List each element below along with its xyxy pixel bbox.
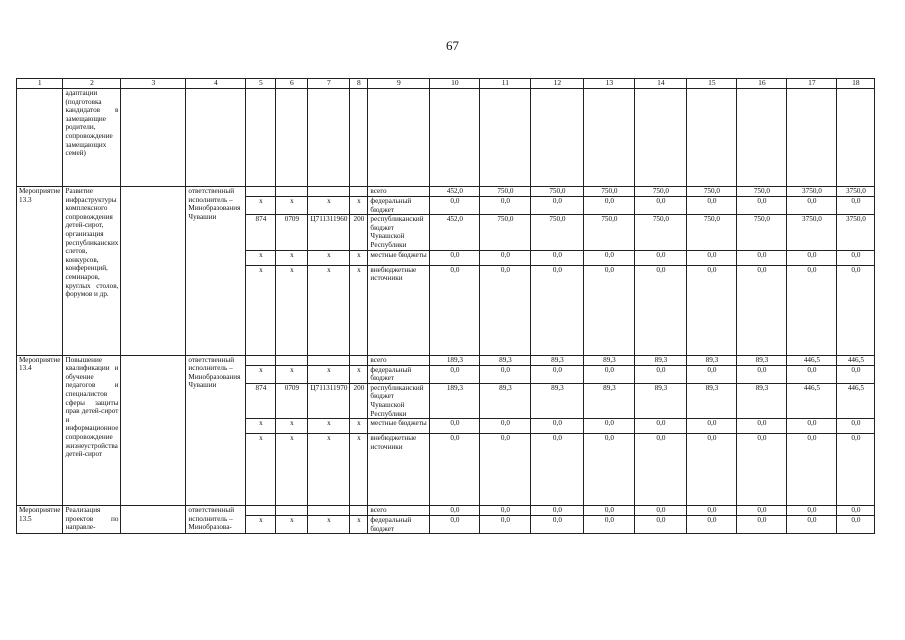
value-cell: 0,0 [787, 434, 837, 506]
value-cell: 0,0 [480, 265, 531, 355]
executor-cell: ответственный исполнитель – Минобразования Чувашии [186, 187, 246, 356]
value-cell: 89,3 [531, 355, 584, 365]
funding-source-cell: федеральный бюджет [368, 516, 430, 534]
value-cell: 0,0 [787, 197, 837, 215]
measure-code-cell: Мероприятие 13.5 [17, 506, 63, 534]
empty-cell [531, 89, 584, 187]
value-cell: 0,0 [787, 265, 837, 355]
measure-code-cell: Мероприятие 13.3 [17, 187, 63, 356]
value-cell: 0,0 [837, 197, 875, 215]
value-cell: 0,0 [635, 365, 687, 383]
header-col-7: 7 [308, 79, 350, 89]
value-cell: 0,0 [531, 250, 584, 265]
empty-cell [368, 89, 430, 187]
value-cell: 0,0 [531, 365, 584, 383]
grbs-cell: x [246, 365, 276, 383]
value-cell: 446,5 [837, 355, 875, 365]
section-cell: x [276, 419, 308, 434]
header-col-15: 15 [687, 79, 737, 89]
value-cell: 0,0 [687, 265, 737, 355]
empty-cell [121, 89, 186, 187]
value-cell: 0,0 [687, 197, 737, 215]
value-cell: 750,0 [531, 215, 584, 250]
value-cell: 0,0 [531, 506, 584, 516]
value-cell: 750,0 [635, 187, 687, 197]
empty-cell [737, 89, 787, 187]
expense-type-cell: x [350, 197, 368, 215]
target-article-cell: x [308, 250, 350, 265]
target-article-cell: x [308, 516, 350, 534]
target-article-cell: x [308, 365, 350, 383]
grbs-cell: 874 [246, 215, 276, 250]
target-article-cell: x [308, 434, 350, 506]
header-col-5: 5 [246, 79, 276, 89]
empty-cell [480, 89, 531, 187]
section-cell [276, 506, 308, 516]
value-cell: 0,0 [687, 506, 737, 516]
value-cell: 750,0 [687, 187, 737, 197]
header-col-13: 13 [584, 79, 635, 89]
value-cell: 89,3 [480, 383, 531, 418]
grbs-cell [246, 355, 276, 365]
executor-cell: ответственный исполнитель – Минобразования Чувашии [186, 355, 246, 506]
value-cell: 0,0 [584, 419, 635, 434]
value-cell: 0,0 [430, 197, 480, 215]
funding-source-cell: местные бюджеты [368, 419, 430, 434]
header-col-2: 2 [63, 79, 121, 89]
value-cell: 0,0 [635, 434, 687, 506]
funding-source-cell: всего [368, 506, 430, 516]
value-cell: 0,0 [787, 419, 837, 434]
grbs-cell: x [246, 265, 276, 355]
expense-type-cell: x [350, 365, 368, 383]
empty-cell [350, 89, 368, 187]
empty-cell [687, 89, 737, 187]
empty-cell [787, 89, 837, 187]
value-cell: 0,0 [480, 434, 531, 506]
grbs-cell: x [246, 250, 276, 265]
value-cell: 89,3 [635, 355, 687, 365]
empty-cell [276, 89, 308, 187]
header-col-3: 3 [121, 79, 186, 89]
header-col-8: 8 [350, 79, 368, 89]
executor-cell: ответственный исполнитель – Минобразова- [186, 506, 246, 534]
value-cell: 750,0 [737, 187, 787, 197]
value-cell: 0,0 [635, 197, 687, 215]
value-cell: 3750,0 [837, 187, 875, 197]
value-cell: 0,0 [837, 250, 875, 265]
header-col-16: 16 [737, 79, 787, 89]
value-cell: 0,0 [837, 419, 875, 434]
value-cell: 89,3 [737, 383, 787, 418]
header-col-10: 10 [430, 79, 480, 89]
value-cell: 0,0 [584, 516, 635, 534]
empty-cell [430, 89, 480, 187]
section-cell: 0709 [276, 383, 308, 418]
expense-type-cell [350, 355, 368, 365]
header-col-9: 9 [368, 79, 430, 89]
value-cell: 89,3 [635, 383, 687, 418]
section-cell [276, 355, 308, 365]
value-cell: 189,3 [430, 355, 480, 365]
value-cell: 0,0 [531, 419, 584, 434]
value-cell: 89,3 [687, 383, 737, 418]
value-cell: 0,0 [584, 365, 635, 383]
value-cell: 0,0 [430, 419, 480, 434]
value-cell: 0,0 [837, 434, 875, 506]
header-col-14: 14 [635, 79, 687, 89]
value-cell: 446,5 [787, 383, 837, 418]
value-cell: 0,0 [480, 419, 531, 434]
value-cell: 0,0 [837, 365, 875, 383]
value-cell: 0,0 [737, 265, 787, 355]
value-cell: 0,0 [687, 516, 737, 534]
value-cell: 0,0 [787, 506, 837, 516]
value-cell: 750,0 [480, 215, 531, 250]
expense-type-cell: x [350, 516, 368, 534]
value-cell: 0,0 [687, 250, 737, 265]
section-cell: x [276, 250, 308, 265]
header-col-17: 17 [787, 79, 837, 89]
empty-cell [635, 89, 687, 187]
grbs-cell: x [246, 516, 276, 534]
expense-type-cell: 200 [350, 215, 368, 250]
target-article-cell: x [308, 197, 350, 215]
value-cell: 0,0 [737, 197, 787, 215]
budget-table [16, 78, 875, 534]
measure-name-cell: Развитие инфраструктуры комплексного сопровождения детей-сирот, организация республиканских слетов, конкурсов, конференций, семинаров, круглых столов, форумов и др. [63, 187, 121, 356]
target-article-cell [308, 355, 350, 365]
value-cell: 89,3 [687, 355, 737, 365]
value-cell: 452,0 [430, 215, 480, 250]
participant-cell [121, 355, 186, 506]
empty-cell [308, 89, 350, 187]
funding-source-cell: республиканский бюджет Чувашской Республики [368, 383, 430, 418]
measure-name-cell: Реализация проектов по направле- [63, 506, 121, 534]
value-cell: 0,0 [531, 434, 584, 506]
value-cell: 0,0 [584, 434, 635, 506]
value-cell: 0,0 [531, 516, 584, 534]
empty-cell [837, 89, 875, 187]
value-cell: 750,0 [737, 215, 787, 250]
grbs-cell: 874 [246, 383, 276, 418]
participant-cell [121, 506, 186, 534]
value-cell: 0,0 [584, 197, 635, 215]
value-cell: 0,0 [687, 434, 737, 506]
funding-source-cell: внебюджетные источники [368, 434, 430, 506]
funding-source-cell: местные бюджеты [368, 250, 430, 265]
value-cell: 0,0 [837, 506, 875, 516]
continuation-row [17, 89, 875, 187]
grbs-cell [246, 506, 276, 516]
value-cell: 89,3 [584, 355, 635, 365]
funding-source-cell: федеральный бюджет [368, 197, 430, 215]
table-row [17, 355, 875, 365]
funding-source-cell: федеральный бюджет [368, 365, 430, 383]
value-cell: 89,3 [584, 383, 635, 418]
value-cell: 89,3 [737, 355, 787, 365]
table-row [17, 506, 875, 516]
value-cell: 750,0 [584, 215, 635, 250]
expense-type-cell: x [350, 265, 368, 355]
value-cell: 0,0 [737, 506, 787, 516]
value-cell: 0,0 [635, 506, 687, 516]
section-cell: x [276, 516, 308, 534]
value-cell: 0,0 [687, 419, 737, 434]
section-cell: 0709 [276, 215, 308, 250]
value-cell: 0,0 [635, 419, 687, 434]
grbs-cell [246, 187, 276, 197]
value-cell: 0,0 [531, 265, 584, 355]
value-cell: 189,3 [430, 383, 480, 418]
header-col-11: 11 [480, 79, 531, 89]
funding-source-cell: всего [368, 187, 430, 197]
section-cell: x [276, 434, 308, 506]
value-cell: 750,0 [687, 215, 737, 250]
value-cell: 0,0 [837, 265, 875, 355]
value-cell: 0,0 [787, 365, 837, 383]
value-cell: 0,0 [584, 506, 635, 516]
value-cell: 0,0 [787, 250, 837, 265]
empty-cell [246, 89, 276, 187]
value-cell: 750,0 [584, 187, 635, 197]
value-cell: 0,0 [430, 365, 480, 383]
grbs-cell: x [246, 197, 276, 215]
header-col-18: 18 [837, 79, 875, 89]
value-cell: 3750,0 [787, 215, 837, 250]
target-article-cell [308, 187, 350, 197]
value-cell: 0,0 [584, 250, 635, 265]
value-cell: 750,0 [635, 215, 687, 250]
value-cell: 0,0 [430, 516, 480, 534]
value-cell: 0,0 [480, 506, 531, 516]
table-row [17, 187, 875, 197]
value-cell: 0,0 [635, 516, 687, 534]
header-col-12: 12 [531, 79, 584, 89]
empty-cell [584, 89, 635, 187]
value-cell: 0,0 [480, 365, 531, 383]
code-cell [17, 89, 63, 187]
value-cell: 0,0 [737, 250, 787, 265]
target-article-cell: Ц711311970 [308, 383, 350, 418]
target-article-cell: x [308, 419, 350, 434]
header-col-6: 6 [276, 79, 308, 89]
value-cell: 0,0 [430, 506, 480, 516]
value-cell: 446,5 [787, 355, 837, 365]
header-col-1: 1 [17, 79, 63, 89]
value-cell: 0,0 [480, 250, 531, 265]
value-cell: 750,0 [480, 187, 531, 197]
value-cell: 0,0 [430, 250, 480, 265]
target-article-cell [308, 506, 350, 516]
value-cell: 0,0 [430, 265, 480, 355]
value-cell: 0,0 [737, 365, 787, 383]
value-cell: 3750,0 [837, 215, 875, 250]
expense-type-cell: x [350, 250, 368, 265]
value-cell: 0,0 [584, 265, 635, 355]
measure-name-cell: адаптации (подготовка кандидатов в замещающие родители, сопровождение замещающих семей) [63, 89, 121, 187]
participant-cell [121, 187, 186, 356]
value-cell: 0,0 [531, 197, 584, 215]
value-cell: 0,0 [480, 197, 531, 215]
expense-type-cell [350, 506, 368, 516]
measure-code-cell: Мероприятие 13.4 [17, 355, 63, 506]
header-col-4: 4 [186, 79, 246, 89]
section-cell: x [276, 197, 308, 215]
empty-cell [186, 89, 246, 187]
value-cell: 0,0 [687, 365, 737, 383]
expense-type-cell: x [350, 434, 368, 506]
expense-type-cell: 200 [350, 383, 368, 418]
value-cell: 750,0 [531, 187, 584, 197]
target-article-cell: x [308, 265, 350, 355]
section-cell [276, 187, 308, 197]
grbs-cell: x [246, 419, 276, 434]
value-cell: 452,0 [430, 187, 480, 197]
page-number: 67 [446, 38, 459, 53]
value-cell: 0,0 [635, 265, 687, 355]
value-cell: 446,5 [837, 383, 875, 418]
value-cell: 0,0 [430, 434, 480, 506]
value-cell: 0,0 [737, 419, 787, 434]
measure-name-cell: Повышение квалификации и обучение педагогов и специалистов сферы защиты прав детей-сирот и информационное сопровождение жизнеустройства детей-сирот [63, 355, 121, 506]
section-cell: x [276, 265, 308, 355]
value-cell: 0,0 [635, 250, 687, 265]
value-cell: 3750,0 [787, 187, 837, 197]
value-cell: 0,0 [837, 516, 875, 534]
value-cell: 0,0 [737, 434, 787, 506]
funding-source-cell: всего [368, 355, 430, 365]
target-article-cell: Ц711311960 [308, 215, 350, 250]
value-cell: 89,3 [531, 383, 584, 418]
value-cell: 89,3 [480, 355, 531, 365]
value-cell: 0,0 [737, 516, 787, 534]
expense-type-cell [350, 187, 368, 197]
header-row [17, 79, 875, 89]
funding-source-cell: республиканский бюджет Чувашской Республики [368, 215, 430, 250]
funding-source-cell: внебюджетные источники [368, 265, 430, 355]
section-cell: x [276, 365, 308, 383]
expense-type-cell: x [350, 419, 368, 434]
value-cell: 0,0 [787, 516, 837, 534]
value-cell: 0,0 [480, 516, 531, 534]
grbs-cell: x [246, 434, 276, 506]
